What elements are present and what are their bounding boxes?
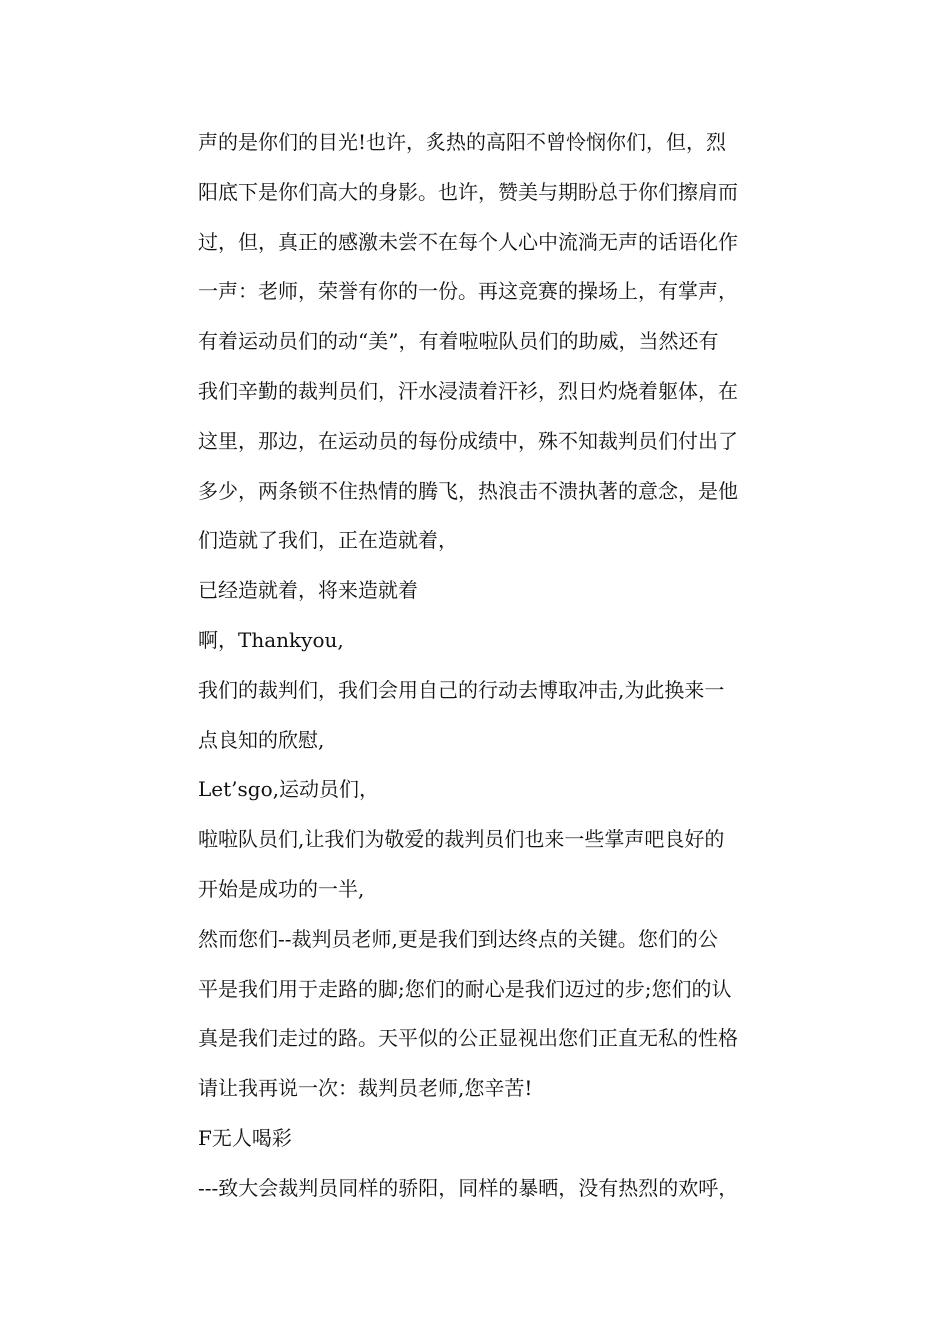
text-line: 平是我们用于走路的脚;您们的耐心是我们迈过的步;您们的认 [198,976,732,1001]
text-line: 啦啦队员们,让我们为敬爱的裁判员们也来一些掌声吧良好的 [198,827,725,852]
text-line: 多少，两条锁不住热情的腾飞，热浪击不溃执著的意念，是他 [198,478,738,503]
text-line: 真是我们走过的路。天平似的公正显视出您们正直无私的性格 [198,1026,738,1051]
text-line: 们造就了我们，正在造就着， [198,528,458,553]
section-heading: F无人喝彩 [198,1125,292,1150]
text-line: 我们的裁判们，我们会用自己的行动去博取冲击,为此换来一 [198,677,725,702]
text-line: 啊，Thankyou, [198,627,344,652]
text-line: 我们辛勤的裁判员们，汗水浸渍着汗衫，烈日灼烧着躯体，在 [198,378,738,403]
text-line: 开始是成功的一半, [198,876,365,901]
document-body [198,118,808,1214]
text-line: 已经造就着，将来造就着 [198,578,418,603]
text-line: 请让我再说一次：裁判员老师,您辛苦! [198,1076,533,1101]
text-line: 有着运动员们的动“美”，有着啦啦队员们的助威，当然还有 [198,329,719,354]
text-line: 一声：老师，荣誉有你的一份。再这竞赛的操场上，有掌声， [198,279,738,304]
text-line: 过，但，真正的感激未尝不在每个人心中流淌无声的话语化作 [198,229,738,254]
text-line: 然而您们--裁判员老师,更是我们到达终点的关键。您们的公 [198,926,718,951]
text-line: ---致大会裁判员同样的骄阳，同样的暴晒，没有热烈的欢呼， [198,1175,739,1200]
text-line: 声的是你们的目光!也许，炙热的高阳不曾怜悯你们，但，烈 [198,130,727,154]
text-line: 点良知的欣慰, [198,727,325,752]
text-line: 这里，那边，在运动员的每份成绩中，殊不知裁判员们付出了 [198,428,738,453]
text-line: Let’sgo,运动员们， [198,777,379,802]
text-line: 阳底下是你们高大的身影。也许，赞美与期盼总于你们擦肩而 [198,179,738,204]
